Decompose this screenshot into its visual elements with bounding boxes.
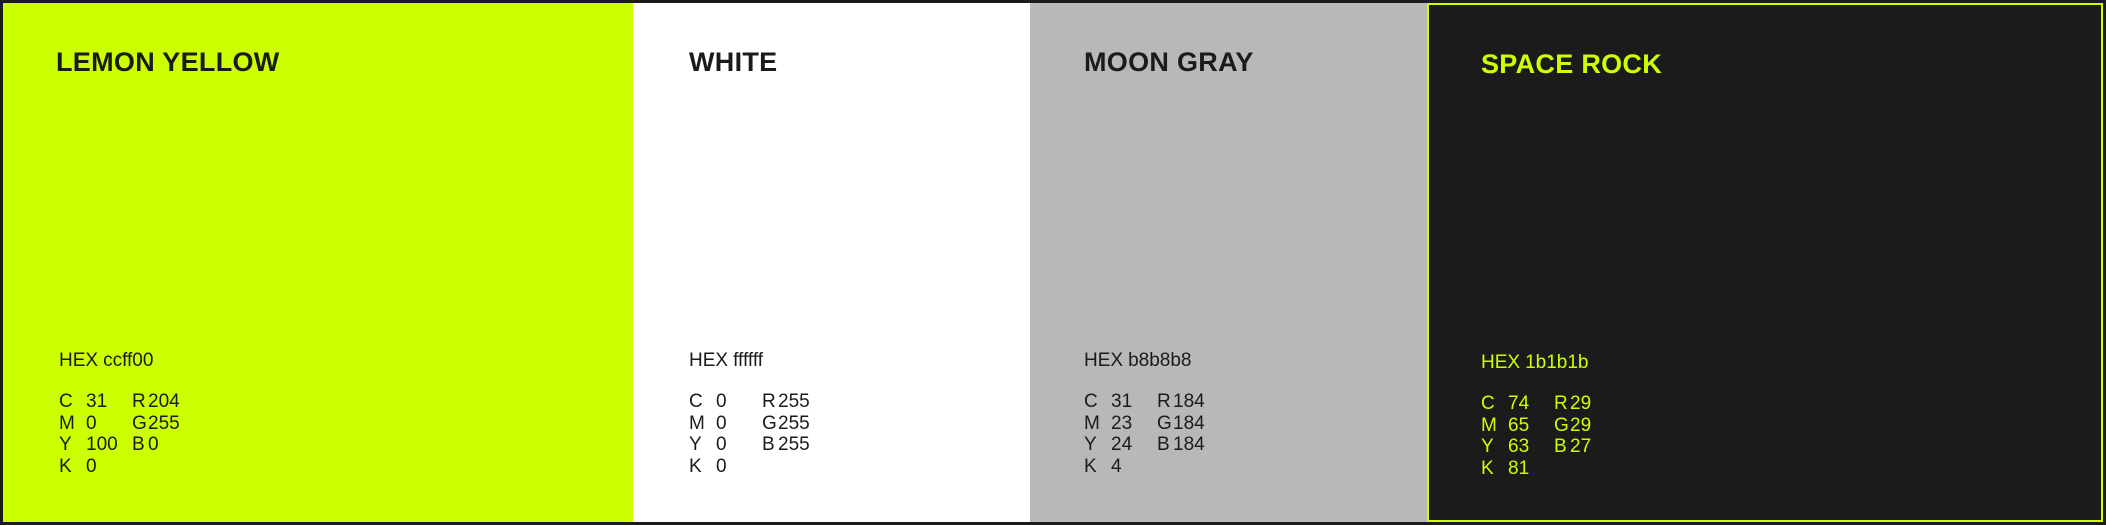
swatch-name: WHITE: [689, 47, 778, 77]
cmyk-value: 23: [1111, 412, 1133, 434]
rgb-letter: B: [762, 434, 775, 455]
value-row: [689, 413, 810, 435]
hex-label: HEX: [59, 350, 99, 371]
rgb-letter: R: [132, 391, 146, 412]
rgb-value: 255: [778, 412, 810, 434]
cmyk-value: 4: [1111, 455, 1122, 477]
hex-line: [1481, 352, 1588, 374]
cmyk-letter: M: [689, 412, 705, 434]
hex-value: ffffff: [733, 350, 764, 371]
cmyk-letter: M: [59, 412, 75, 434]
value-row: [1084, 413, 1205, 435]
hex-line: [59, 350, 153, 372]
value-row: [689, 391, 810, 413]
rgb-value: 27: [1570, 436, 1592, 457]
value-row: [59, 413, 180, 435]
rgb-value: 29: [1570, 414, 1592, 436]
rgb-letter: G: [132, 412, 147, 434]
swatch-space-rock: [1427, 3, 2103, 522]
value-row: [1481, 393, 1591, 415]
swatch-white: [633, 3, 1030, 522]
rgb-letter: G: [1554, 414, 1569, 436]
cmyk-letter: C: [1084, 391, 1098, 412]
rgb-value: 204: [148, 391, 180, 412]
color-values: [689, 391, 810, 477]
swatch-name: MOON GRAY: [1084, 47, 1254, 77]
cmyk-value: 31: [86, 391, 108, 412]
color-values: [59, 391, 180, 477]
rgb-value: 29: [1570, 393, 1592, 414]
cmyk-letter: C: [1481, 393, 1495, 414]
cmyk-value: 0: [86, 455, 97, 477]
value-row: [1084, 456, 1205, 478]
swatch-name: LEMON YELLOW: [56, 47, 280, 77]
cmyk-value: 0: [86, 412, 97, 434]
swatch-lemon-yellow: [3, 3, 633, 522]
cmyk-value: 63: [1508, 436, 1530, 457]
cmyk-value: 31: [1111, 391, 1133, 412]
rgb-letter: B: [1554, 436, 1567, 457]
rgb-letter: R: [1157, 391, 1171, 412]
rgb-letter: G: [762, 412, 777, 434]
rgb-value: 0: [148, 434, 159, 455]
rgb-letter: B: [1157, 434, 1170, 455]
rgb-letter: G: [1157, 412, 1172, 434]
value-row: [59, 456, 180, 478]
rgb-value: 184: [1173, 391, 1205, 412]
cmyk-value: 0: [716, 412, 727, 434]
rgb-letter: R: [762, 391, 776, 412]
hex-value: 1b1b1b: [1525, 352, 1589, 373]
value-row: [1084, 434, 1205, 456]
cmyk-value: 74: [1508, 393, 1530, 414]
cmyk-letter: K: [1084, 455, 1097, 477]
cmyk-letter: C: [59, 391, 73, 412]
cmyk-value: 81: [1508, 457, 1530, 479]
color-values: [1084, 391, 1205, 477]
rgb-value: 255: [778, 434, 810, 455]
cmyk-value: 0: [716, 455, 727, 477]
rgb-letter: B: [132, 434, 145, 455]
hex-label: HEX: [689, 350, 729, 371]
cmyk-letter: C: [689, 391, 703, 412]
rgb-value: 255: [148, 412, 180, 434]
swatch-moon-gray: [1030, 3, 1427, 522]
cmyk-value: 100: [86, 434, 118, 455]
rgb-value: 184: [1173, 434, 1205, 455]
hex-label: HEX: [1084, 350, 1124, 371]
cmyk-value: 0: [716, 391, 727, 412]
value-row: [1084, 391, 1205, 413]
cmyk-letter: K: [59, 455, 72, 477]
cmyk-value: 0: [716, 434, 727, 455]
value-row: [59, 391, 180, 413]
color-values: [1481, 393, 1591, 479]
hex-line: [689, 350, 763, 372]
rgb-value: 255: [778, 391, 810, 412]
rgb-letter: R: [1554, 393, 1568, 414]
cmyk-letter: M: [1084, 412, 1100, 434]
value-row: [1481, 458, 1591, 480]
cmyk-letter: Y: [689, 434, 702, 455]
cmyk-value: 24: [1111, 434, 1133, 455]
value-row: [689, 434, 810, 456]
hex-line: [1084, 350, 1191, 372]
value-row: [689, 456, 810, 478]
hex-value: b8b8b8: [1128, 350, 1192, 371]
value-row: [59, 434, 180, 456]
cmyk-letter: M: [1481, 414, 1497, 436]
hex-value: ccff00: [103, 350, 154, 371]
rgb-value: 184: [1173, 412, 1205, 434]
cmyk-letter: K: [1481, 457, 1494, 479]
value-row: [1481, 436, 1591, 458]
cmyk-letter: Y: [59, 434, 72, 455]
value-row: [1481, 415, 1591, 437]
cmyk-letter: Y: [1481, 436, 1494, 457]
cmyk-letter: K: [689, 455, 702, 477]
cmyk-value: 65: [1508, 414, 1530, 436]
cmyk-letter: Y: [1084, 434, 1097, 455]
hex-label: HEX: [1481, 352, 1521, 373]
swatch-name: SPACE ROCK: [1481, 49, 1663, 79]
